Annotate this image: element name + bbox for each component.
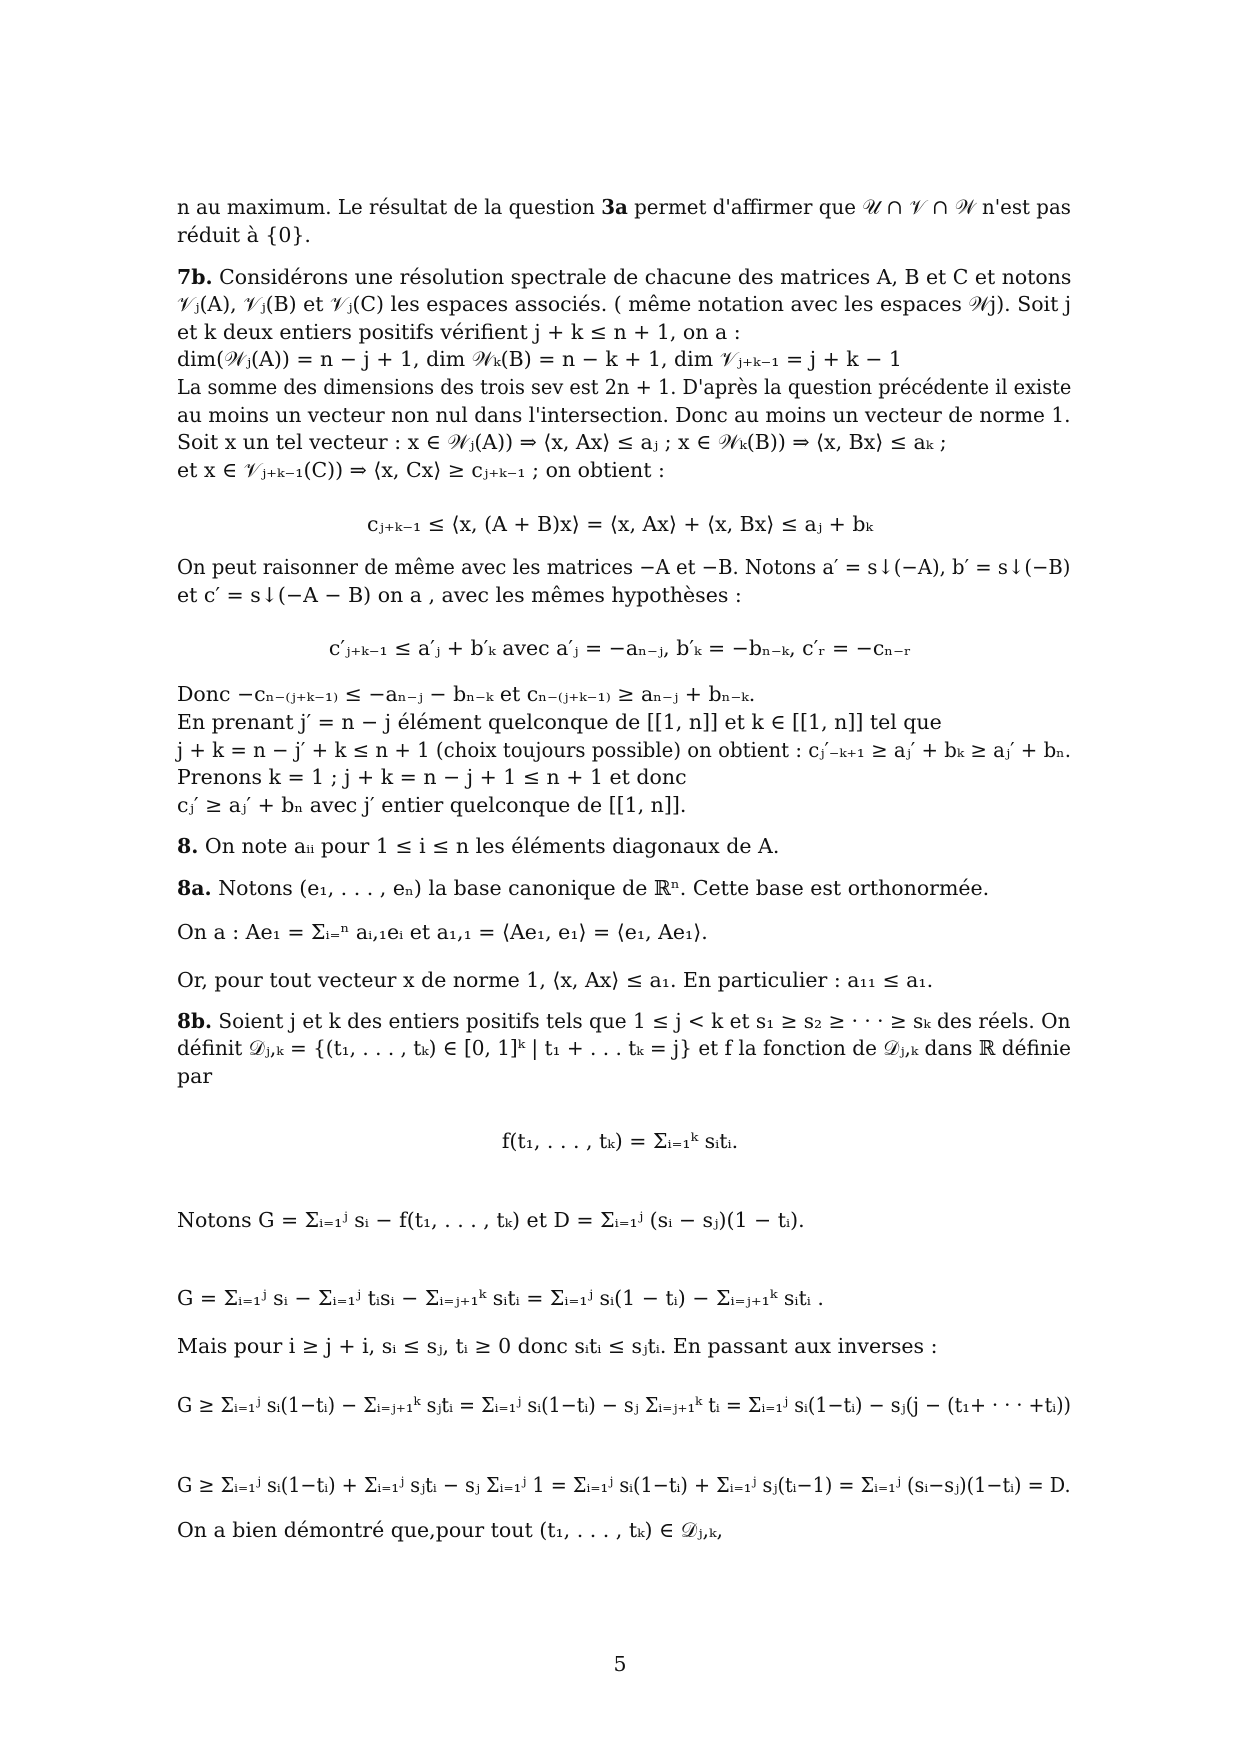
section-label: 7b. bbox=[177, 265, 213, 289]
text-line: G = Σᵢ₌₁ʲ sᵢ − Σᵢ₌₁ʲ tᵢsᵢ − Σᵢ₌ⱼ₊₁ᵏ sᵢtᵢ = Σᵢ₌₁ʲ sᵢ(1 − tᵢ) − Σᵢ₌ⱼ₊₁ᵏ sᵢtᵢ . bbox=[177, 1286, 824, 1310]
page-number: 5 bbox=[613, 1652, 627, 1676]
text-line: 𝒱ⱼ(A), 𝒱ⱼ(B) et 𝒱ⱼ(C) les espaces associés. ( même notation avec les espaces 𝒲j). Soit j bbox=[177, 292, 1072, 316]
text-line: et x ∈ 𝒱ⱼ₊ₖ₋₁(C)) ⇒ ⟨x, Cx⟩ ≥ cⱼ₊ₖ₋₁ ; on obtient : bbox=[177, 458, 665, 482]
section-label: 8. bbox=[177, 834, 199, 858]
text-line: définit 𝒟ⱼ,ₖ = {(t₁, . . . , tₖ) ∈ [0, 1]ᵏ | t₁ + . . . tₖ = j} et f la fonction de 𝒟ⱼ,ₖ dans ℝ définie bbox=[177, 1036, 1071, 1060]
text-line: On peut raisonner de même avec les matrices −A et −B. Notons a′ = s↓(−A), b′ = s↓(−B) bbox=[177, 555, 1071, 579]
text-line: dim(𝒲ⱼ(A)) = n − j + 1, dim 𝒲ₖ(B) = n − k + 1, dim 𝒱ⱼ₊ₖ₋₁ = j + k − 1 bbox=[177, 347, 902, 371]
display-equation: f(t₁, . . . , tₖ) = Σᵢ₌₁ᵏ sᵢtᵢ. bbox=[501, 1129, 739, 1153]
text-line: n au maximum. Le résultat de la question 3a permet d'affirmer que 𝒰 ∩ 𝒱 ∩ 𝒲 n'est pas bbox=[177, 195, 1071, 219]
text-line: En prenant j′ = n − j élément quelconque de [[1, n]] et k ∈ [[1, n]] tel que bbox=[177, 710, 942, 734]
text-line: On a : Ae₁ = Σᵢ₌ⁿ aᵢ,₁eᵢ et a₁,₁ = ⟨Ae₁, e₁⟩ = ⟨e₁, Ae₁⟩. bbox=[177, 920, 708, 944]
text-line: par bbox=[177, 1064, 213, 1088]
text-line: Or, pour tout vecteur x de norme 1, ⟨x, Ax⟩ ≤ a₁. En particulier : a₁₁ ≤ a₁. bbox=[177, 968, 934, 992]
text-line: 7b. Considérons une résolution spectrale de chacune des matrices A, B et C et notons bbox=[177, 265, 1072, 289]
text-line: G ≥ Σᵢ₌₁ʲ sᵢ(1−tᵢ) + Σᵢ₌₁ʲ sⱼtᵢ − sⱼ Σᵢ₌₁ʲ 1 = Σᵢ₌₁ʲ sᵢ(1−tᵢ) + Σᵢ₌₁ʲ sⱼ(tᵢ−1) = Σᵢ₌₁ʲ (sᵢ−sⱼ)(1−tᵢ) = D. bbox=[177, 1473, 1071, 1497]
text-line: Mais pour i ≥ j + i, sᵢ ≤ sⱼ, tᵢ ≥ 0 donc sᵢtᵢ ≤ sⱼtᵢ. En passant aux inverses : bbox=[177, 1334, 938, 1358]
text-line: G ≥ Σᵢ₌₁ʲ sᵢ(1−tᵢ) − Σᵢ₌ⱼ₊₁ᵏ sⱼtᵢ = Σᵢ₌₁ʲ sᵢ(1−tᵢ) − sⱼ Σᵢ₌ⱼ₊₁ᵏ tᵢ = Σᵢ₌₁ʲ sᵢ(1−tᵢ) − sⱼ(j − (t₁+ · · · +tᵢ)) bbox=[177, 1393, 1072, 1417]
text-line: La somme des dimensions des trois sev est 2n + 1. D'après la question précédente il existe bbox=[177, 375, 1072, 399]
text-line: réduit à {0}. bbox=[177, 223, 311, 247]
text-line: Donc −cₙ₋₍ⱼ₊ₖ₋₁₎ ≤ −aₙ₋ⱼ − bₙ₋ₖ et cₙ₋₍ⱼ₊ₖ₋₁₎ ≥ aₙ₋ⱼ + bₙ₋ₖ. bbox=[177, 682, 756, 706]
text-line: j + k = n − j′ + k ≤ n + 1 (choix toujours possible) on obtient : cⱼ′₋ₖ₊₁ ≥ aⱼ′ + bₖ ≥ aⱼ′ + bₙ. bbox=[177, 738, 1071, 762]
text-line: 8. On note aᵢᵢ pour 1 ≤ i ≤ n les éléments diagonaux de A. bbox=[177, 834, 780, 858]
text-line: Prenons k = 1 ; j + k = n − j + 1 ≤ n + 1 et donc bbox=[177, 765, 687, 789]
text-line: 8a. Notons (e₁, . . . , eₙ) la base canonique de ℝⁿ. Cette base est orthonormée. bbox=[177, 876, 990, 900]
text-line: Notons G = Σᵢ₌₁ʲ sᵢ − f(t₁, . . . , tₖ) et D = Σᵢ₌₁ʲ (sᵢ − sⱼ)(1 − tᵢ). bbox=[177, 1208, 805, 1232]
section-label: 8b. bbox=[177, 1009, 212, 1033]
text-line: Soit x un tel vecteur : x ∈ 𝒲ⱼ(A)) ⇒ ⟨x, Ax⟩ ≤ aⱼ ; x ∈ 𝒲ₖ(B)) ⇒ ⟨x, Bx⟩ ≤ aₖ ; bbox=[177, 430, 947, 454]
text-line: et k deux entiers positifs vérifient j + k ≤ n + 1, on a : bbox=[177, 320, 741, 344]
text-line: et c′ = s↓(−A − B) on a , avec les mêmes hypothèses : bbox=[177, 583, 742, 607]
section-label: 8a. bbox=[177, 876, 212, 900]
display-equation: c′ⱼ₊ₖ₋₁ ≤ a′ⱼ + b′ₖ avec a′ⱼ = −aₙ₋ⱼ, b′ₖ = −bₙ₋ₖ, c′ᵣ = −cₙ₋ᵣ bbox=[328, 636, 912, 660]
text-line: au moins un vecteur non nul dans l'intersection. Donc au moins un vecteur de norme 1. bbox=[177, 403, 1071, 427]
text-line: cⱼ′ ≥ aⱼ′ + bₙ avec j′ entier quelconque de [[1, n]]. bbox=[177, 793, 687, 817]
text-line: 8b. Soient j et k des entiers positifs tels que 1 ≤ j < k et s₁ ≥ s₂ ≥ · · · ≥ sₖ des réels. On bbox=[177, 1009, 1071, 1033]
display-equation: cⱼ₊ₖ₋₁ ≤ ⟨x, (A + B)x⟩ = ⟨x, Ax⟩ + ⟨x, Bx⟩ ≤ aⱼ + bₖ bbox=[367, 512, 873, 536]
text-line: On a bien démontré que,pour tout (t₁, . . . , tₖ) ∈ 𝒟ⱼ,ₖ, bbox=[177, 1518, 724, 1542]
